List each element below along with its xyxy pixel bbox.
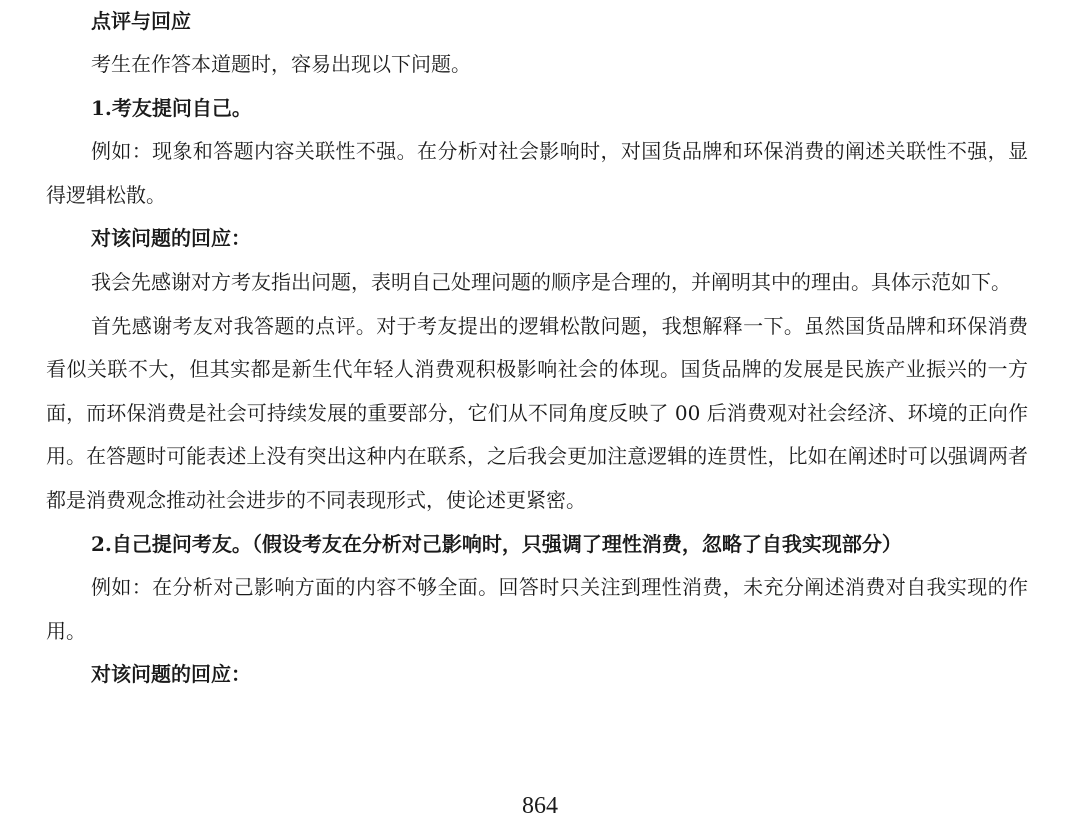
document-body	[46, 0, 1028, 697]
problem1-example: 例如：现象和答题内容关联性不强。在分析对社会影响时，对国货品牌和环保消费的阐述关联性不强，显得逻辑松散。	[46, 139, 1028, 207]
problem1-title: 1.考友提问自己。	[91, 95, 252, 120]
problem2-title: 2.自己提问考友。（假设考友在分析对己影响时，只强调了理性消费，忽略了自我实现部分）	[91, 531, 902, 556]
intro-paragraph: 考生在作答本道题时，容易出现以下问题。	[91, 52, 471, 77]
problem1-response-intro: 我会先感谢对方考友指出问题，表明自己处理问题的顺序是合理的，并阐明其中的理由。具体示范如下。	[91, 270, 1011, 295]
problem2-example: 例如：在分析对己影响方面的内容不够全面。回答时只关注到理性消费，未充分阐述消费对自我实现的作用。	[46, 575, 1028, 643]
section-title: 点评与回应	[91, 8, 191, 33]
page-number: 864	[522, 793, 558, 819]
problem2-response-heading: 对该问题的回应：	[91, 662, 251, 687]
problem1-response-sample: 首先感谢考友对我答题的点评。对于考友提出的逻辑松散问题，我想解释一下。虽然国货品牌和环保消费看似关联不大，但其实都是新生代年轻人消费观积极影响社会的体现。国货品牌的发展是民族产业振兴的一方面，而环保消费是社会可持续发展的重要部分，它们从不同角度反映了 00 后消费观对社会经济、环境的正向作用。在答题时可能表述上没有突出这种内在联系，之后我会更加注意逻辑的连贯性，比如在阐述时可以强调两者都是消费观念推动社会进步的不同表现形式，使论述更紧密。	[46, 313, 1028, 513]
problem1-response-heading: 对该问题的回应：	[91, 226, 251, 251]
